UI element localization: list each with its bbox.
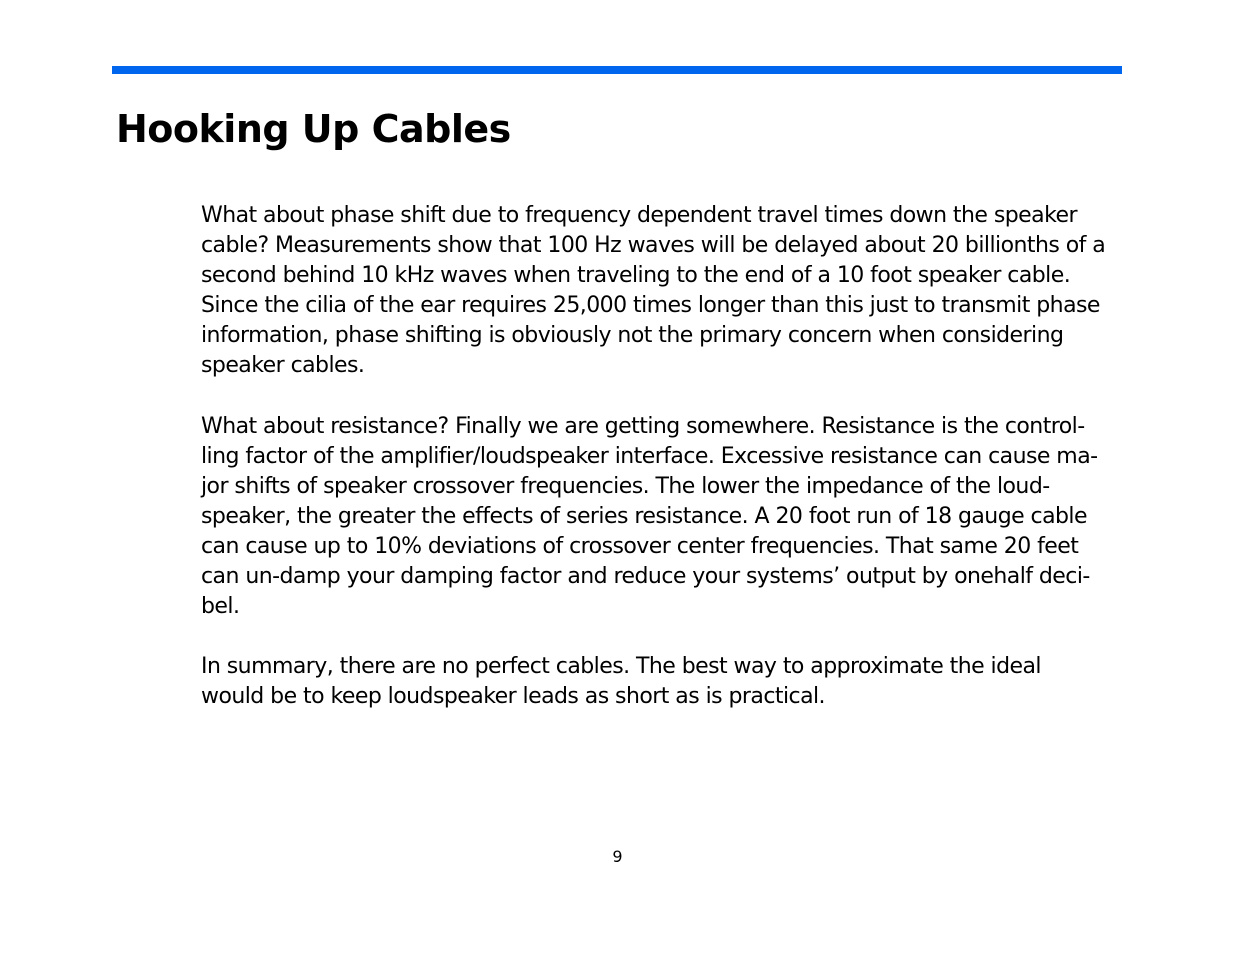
text-line: can cause up to 10% deviations of crossover center frequencies. That same 20 feet — [201, 533, 1079, 559]
text-line: speaker cables. — [201, 353, 365, 379]
text-line: jor shifts of speaker crossover frequencies. The lower the impedance of the loud- — [201, 473, 1050, 499]
text-line: What about resistance? Finally we are getting somewhere. Resistance is the control- — [201, 413, 1085, 439]
text-line: speaker, the greater the effects of series resistance. A 20 foot run of 18 gauge cable — [201, 503, 1087, 529]
text-line: can un-damp your damping factor and reduce your systems’ output by onehalf deci- — [201, 564, 1090, 590]
header-rule — [112, 66, 1122, 74]
page-title: Hooking Up Cables — [116, 107, 511, 151]
text-line: What about phase shift due to frequency dependent travel times down the speaker — [201, 203, 1077, 228]
paragraph-phase-shift — [201, 201, 1156, 382]
text-line: bel. — [201, 594, 240, 620]
text-line: information, phase shifting is obviously not the primary concern when considering — [201, 323, 1064, 349]
text-line: cable? Measurements show that 100 Hz waves will be delayed about 20 billionths of a — [201, 233, 1106, 259]
text-line: In summary, there are no perfect cables. The best way to approximate the ideal — [201, 654, 1041, 680]
text-line: second behind 10 kHz waves when traveling to the end of a 10 foot speaker cable. — [201, 263, 1071, 289]
text-line: ling factor of the amplifier/loudspeaker interface. Excessive resistance can cause ma- — [201, 443, 1098, 469]
text-line: would be to keep loudspeaker leads as short as is practical. — [201, 684, 826, 710]
page-number: 9 — [612, 847, 623, 866]
paragraph-summary — [201, 652, 1156, 712]
paragraph-resistance — [201, 412, 1156, 623]
body-text — [201, 201, 1156, 742]
text-line: Since the cilia of the ear requires 25,000 times longer than this just to transmit phase — [201, 293, 1100, 319]
